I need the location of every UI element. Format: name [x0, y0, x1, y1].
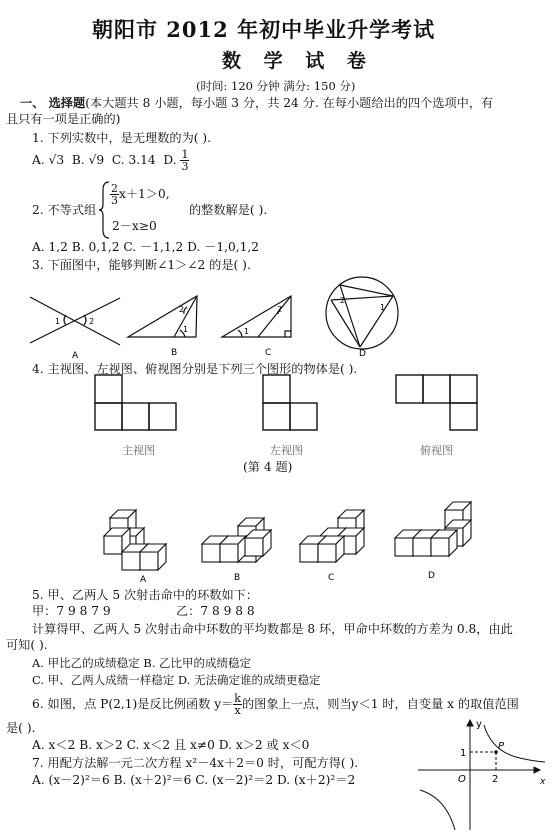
q3-a-angle2: 2 — [89, 317, 95, 326]
time-info: (时间: 120 分钟 满分: 150 分) — [196, 79, 356, 93]
q7-stem: 7. 用配方法解一元二次方程 x²－4x＋2＝0 时，可配方得( ). — [32, 756, 359, 770]
q2-ineq1-num: 2 — [111, 182, 118, 195]
q5-options-ab: A. 甲比乙的成绩稳定 B. 乙比甲的成绩稳定 — [32, 656, 252, 670]
q5-text2: 可知( ). — [6, 638, 48, 652]
q4-option-d: D — [428, 571, 435, 581]
q6-options: A. x＜2 B. x＞2 C. x＜2 且 x≠0 D. x＞2 或 x＜0 — [32, 738, 310, 752]
q3-b-angle1: 1 — [183, 325, 189, 334]
q6-curve-right — [484, 725, 545, 762]
q6-stem2: 是( ). — [6, 721, 36, 735]
q1-d-denominator: 3 — [181, 160, 189, 173]
q3-c-angle2: 2 — [277, 305, 283, 314]
q4-stem: 4. 主视图、左视图、俯视图分别是下列三个图形的物体是( ). — [32, 362, 358, 376]
q4-option-b: B — [234, 573, 241, 583]
q3-label-a: A — [72, 351, 79, 361]
q1-b-label: B. — [71, 153, 85, 167]
q6-tick-y: 1 — [460, 748, 467, 759]
q3-label-b: B — [171, 348, 178, 358]
q2-ineq1-den: 3 — [111, 194, 118, 207]
q5-stem: 5. 甲、乙两人 5 次射击命中的环数如下： — [32, 588, 259, 602]
q3-stem: 3. 下面图中，能够判断∠1＞∠2 的是( ). — [32, 258, 251, 272]
exam-subtitle: 数 学 试 卷 — [222, 50, 374, 72]
q3-c-angle1: 1 — [244, 327, 250, 336]
q6-point-label: P — [498, 741, 505, 752]
section-heading-line2: 且只有一项是正确的) — [6, 112, 121, 126]
q5-text1: 计算得甲、乙两人 5 次射击命中环数的平均数都是 8 环，甲命中环数的方差为 0.8，由此 — [32, 622, 513, 636]
q4-caption: (第 4 题) — [243, 460, 293, 474]
q3-d-angle2: 2 — [340, 296, 346, 305]
q1-a-label: A. — [32, 153, 45, 167]
q2-options: A. 1,2 B. 0,1,2 C. －1,1,2 D. －1,0,1,2 — [32, 240, 260, 254]
q1-b-value: √9 — [88, 153, 105, 167]
q1-d-label: D. — [163, 153, 177, 167]
q3-d-angle1: 1 — [380, 303, 386, 312]
q1-d-numerator: 1 — [181, 148, 189, 161]
q6-stem-b: 的图象上一点，则当y＜1 时，自变量 x 的取值范围 — [241, 697, 519, 711]
q1-a-value: √3 — [48, 153, 65, 167]
section-heading-rest: (本大题共 8 小题，每小题 3 分，共 24 分. 在每小题给出的四个选项中，有 — [85, 96, 494, 110]
q1-c-value: 3.14 — [128, 153, 156, 167]
q6-tick-x: 2 — [492, 774, 499, 785]
q6-stem-a: 6. 如图，点 P(2,1)是反比例函数 y＝ — [32, 697, 234, 711]
exam-title: 朝阳市 2012 年初中毕业升学考试 — [92, 17, 436, 42]
q5-jia: 甲：7 9 8 7 9 — [32, 604, 111, 618]
q4-label-front: 主视图 — [122, 444, 155, 457]
q5-options-cd: C. 甲、乙两人成绩一样稳定 D. 无法确定谁的成绩更稳定 — [32, 673, 321, 687]
q2-ineq2: 2－x≥0 — [112, 219, 157, 233]
section-heading-prefix: 一、 选择题 — [20, 96, 86, 110]
q1-stem: 1. 下列实数中，是无理数的为( ). — [32, 131, 212, 145]
q2-ineq1-rest: x＋1＞0, — [119, 187, 170, 201]
q7-options: A. (x－2)²＝6 B. (x＋2)²＝6 C. (x－2)²＝2 D. (x＋2)²＝2 — [32, 773, 356, 787]
q1-c-label: C. — [111, 153, 125, 167]
q6-frac-den: x — [234, 704, 241, 717]
q6-x-label: x — [540, 777, 546, 787]
q6-curve-left — [420, 790, 455, 830]
q3-label-d: D — [359, 349, 366, 359]
q4-option-a: A — [140, 575, 147, 585]
q2-suffix: 的整数解是( ). — [189, 203, 268, 217]
q3-a-angle1: 1 — [55, 317, 61, 326]
q6-frac-num: k — [234, 692, 241, 705]
q4-option-c: C — [328, 573, 335, 583]
q4-label-left: 左视图 — [270, 444, 303, 457]
q3-label-c: C — [265, 348, 272, 358]
q3-b-angle2: 2 — [179, 305, 185, 314]
q6-y-label: y — [476, 719, 482, 730]
q2-prefix: 2. 不等式组 — [32, 203, 97, 217]
q4-label-top: 俯视图 — [420, 444, 453, 457]
q5-yi: 乙：7 8 9 8 8 — [176, 604, 255, 618]
q6-origin: O — [458, 774, 466, 785]
